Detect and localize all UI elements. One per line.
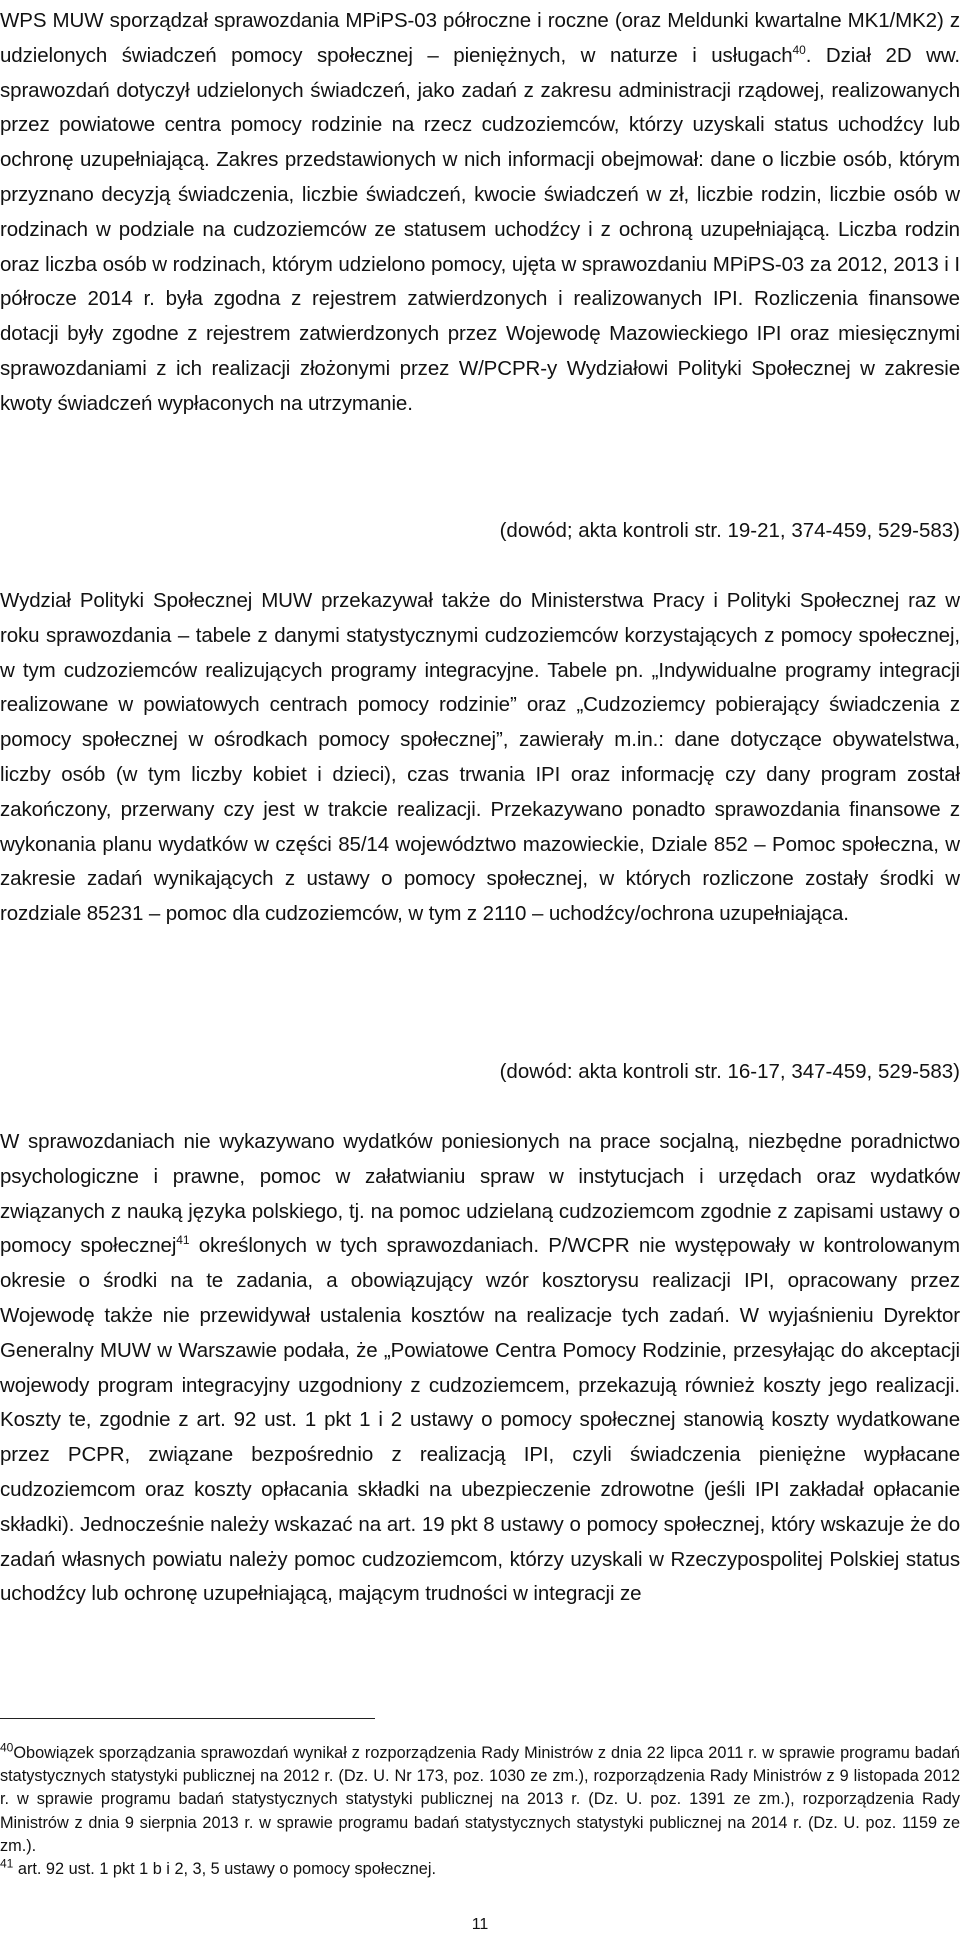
- footnote-mark: 40: [0, 1740, 14, 1755]
- footnotes-section: [0, 1742, 960, 1881]
- paragraph-sprawozdania-mpips: [0, 4, 960, 422]
- evidence-citation: (dowód; akta kontroli str. 19-21, 374-459, 529-583): [499, 519, 960, 542]
- footnote-40: [0, 1742, 960, 1858]
- paragraph-wydatki-ipi: [0, 1125, 960, 1612]
- paragraph-wydzial-polityki: Wydział Polityki Społecznej MUW przekazywał także do Ministerstwa Pracy i Polityki Społecznej raz w roku sprawozdania – tabele z danymi statystycznymi cudzoziemców korzystających z pomocy społecznej, w tym cudzoziemców realizujących programy integracyjne. Tabele pn. „Indywidualne programy integracji realizowane w powiatowych centrach pomocy rodzinie” oraz „Cudzoziemcy pobierający świadczenia z pomocy społecznej w ośrodkach pomocy społecznej”, zawierały m.in.: dane dotyczące obywatelstwa, liczby osób (w tym liczby kobiet i dzieci), czas trwania IPI oraz informację czy dany program został zakończony, przerwany czy jest w trakcie realizacji. Przekazywano ponadto sprawozdania finansowe z wykonania planu wydatków w części 85/14 województwo mazowieckie, Dziale 852 – Pomoc społeczna, w zakresie zadań wynikających z ustawy o pomocy społecznej, w których rozliczone zostały środki w rozdziale 85231 – pomoc dla cudzoziemców, w tym z 2110 – uchodźcy/ochrona uzupełniająca.: [0, 589, 960, 926]
- paragraph-text: W sprawozdaniach nie wykazywano wydatków poniesionych na prace socjalną, niezbędne poradnictwo psychologiczne i prawne, pomoc w załatwianiu spraw w instytucjach i urzędach oraz wydatków związanych z nauką języka polskiego, tj. na pomoc udzielaną cudzoziemcom zgodnie z zapisami ustawy o pomocy społecznej: [0, 1130, 960, 1258]
- footnote-mark: 41: [0, 1856, 14, 1871]
- page-number: 11: [471, 1916, 489, 1933]
- footnote-text: Obowiązek sporządzania sprawozdań wynikał z rozporządzenia Rady Ministrów z dnia 22 lipca 2011 r. w sprawie programu badań statystycznych statystyki publicznej na 2012 r. (Dz. U. Nr 173, poz. 1030 ze zm.), rozporządzenia Rady Ministrów z 9 listopada 2012 r. w sprawie programu badań statystycznych statystyki publicznej na 2013 r. (Dz. U. poz. 1391 ze zm.), rozporządzenia Rady Ministrów z dnia 9 sierpnia 2013 r. w sprawie programu badań statystycznych statystyki publicznej na 2014 r. (Dz. U. poz. 1159 ze zm.).: [0, 1744, 960, 1855]
- footnote-41: [0, 1858, 960, 1881]
- footnote-text: art. 92 ust. 1 pkt 1 b i 2, 3, 5 ustawy o pomocy społecznej.: [13, 1860, 436, 1879]
- paragraph-text: WPS MUW sporządzał sprawozdania MPiPS-03 półroczne i roczne (oraz Meldunki kwartalne MK1/MK2) z udzielonych świadczeń pomocy społecznej – pieniężnych, w naturze i usługach: [0, 9, 960, 67]
- footnote-reference-41[interactable]: 41: [176, 1233, 190, 1248]
- footnote-separator: [0, 1718, 375, 1719]
- paragraph-text: określonych w tych sprawozdaniach. P/WCPR nie występowały w kontrolowanym okresie o środki na te zadania, a obowiązujący wzór kosztorysu realizacji IPI, opracowany przez Wojewodę także nie przewidywał ustalenia kosztów na realizacje tych zadań. W wyjaśnieniu Dyrektor Generalny MUW w Warszawie podała, że „Powiatowe Centra Pomocy Rodzinie, przesyłając do akceptacji wojewody program integracyjny uzgodniony z cudzoziemcem, przekazują również koszty jego realizacji. Koszty te, zgodnie z art. 92 ust. 1 pkt 1 i 2 ustawy o pomocy społecznej stanowią koszty wydatkowane przez PCPR, związane bezpośrednio z realizacją IPI, czyli świadczenia pieniężne wypłacane cudzoziemcom oraz koszty opłacania składki na ubezpieczenie zdrowotne (jeśli IPI zakładał opłacanie składki). Jednocześnie należy wskazać na art. 19 pkt 8 ustawy o pomocy społecznej, który wskazuje że do zadań własnych powiatu należy pomoc cudzoziemcom, którzy uzyskali w Rzeczypospolitej Polskiej status uchodźcy lub ochronę uzupełniającą, mającym trudności w integracji ze: [0, 1234, 960, 1606]
- paragraph-text: . Dział 2D ww. sprawozdań dotyczył udzielonych świadczeń, jako zadań z zakresu administracji rządowej, realizowanych przez powiatowe centra pomocy rodzinie na rzecz cudzoziemców, którzy uzyskali status uchodźcy lub ochronę uzupełniającą. Zakres przedstawionych w nich informacji obejmował: dane o liczbie osób, którym przyznano decyzją świadczenia, liczbie świadczeń, kwocie świadczeń w zł, liczbie rodzin, liczbie osób w rodzinach w podziale na cudzoziemców ze statusem uchodźcy i z ochroną uzupełniającą. Liczba rodzin oraz liczba osób w rodzinach, którym udzielono pomocy, ujęta w sprawozdaniu MPiPS-03 za 2012, 2013 i I półrocze 2014 r. była zgodna z rejestrem zatwierdzonych i realizowanych IPI. Rozliczenia finansowe dotacji były zgodne z rejestrem zatwierdzonych przez Wojewodę Mazowieckiego IPI oraz miesięcznymi sprawozdaniami z ich realizacji złożonymi przez W/PCPR-y Wydziałowi Polityki Społecznej w zakresie kwoty świadczeń wypłaconych na utrzymanie.: [0, 43, 960, 415]
- evidence-citation: (dowód: akta kontroli str. 16-17, 347-459, 529-583): [499, 1060, 960, 1083]
- footnote-reference-40[interactable]: 40: [792, 42, 806, 57]
